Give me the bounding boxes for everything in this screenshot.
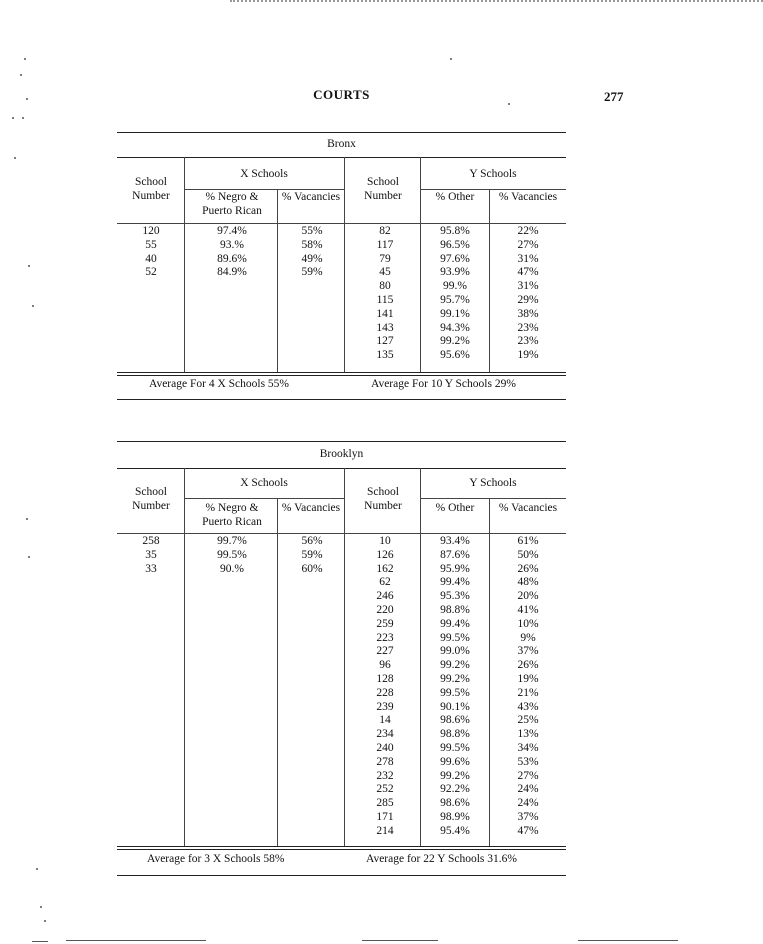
table-cell: 240 [376, 741, 394, 754]
header-rule [117, 533, 566, 534]
table-cell: 87.6% [440, 548, 470, 561]
table-cell: 135 [376, 349, 394, 362]
y-school-column [361, 225, 409, 363]
y-other-header: % Other [435, 191, 475, 203]
table-cell: 52 [145, 266, 157, 279]
table-cell: 258 [142, 535, 160, 547]
table-cell: 26% [517, 659, 539, 672]
bronx-table [117, 132, 566, 402]
table-cell: 220 [376, 603, 394, 616]
table-cell: 35 [145, 548, 157, 561]
table-cell: 33 [145, 562, 157, 575]
table-cell: 246 [376, 590, 394, 603]
y-vacancies-header: % Vacancies [498, 191, 558, 203]
x-school-column [121, 225, 181, 280]
column-divider [184, 468, 185, 846]
table-cell: 99.6% [440, 755, 470, 768]
table-cell: 58% [301, 238, 323, 251]
table-cell: 99.5% [217, 548, 247, 561]
column-divider [420, 468, 421, 846]
table-cell: 45 [379, 266, 391, 279]
table-cell: 23% [517, 321, 539, 334]
y-schools-header: Y Schools [469, 168, 517, 180]
table-cell: 99.2% [440, 659, 470, 672]
totals-rule [117, 372, 566, 376]
table-cell: 25% [517, 714, 539, 727]
table-cell: 99.1% [440, 307, 470, 320]
scan-speck [36, 868, 38, 870]
table-cell: 10 [379, 535, 391, 547]
table-cell: 10% [517, 617, 539, 630]
table-cell: 98.6% [440, 797, 470, 810]
table-cell: 96.5% [440, 238, 470, 251]
table-cell: 79 [379, 252, 391, 265]
table-cell: 99.5% [440, 686, 470, 699]
y-group-rule [420, 498, 566, 499]
scan-speck [44, 920, 46, 922]
y-vac-column [495, 535, 561, 839]
column-divider [277, 189, 278, 373]
scan-speck [26, 518, 28, 520]
table-cell: 214 [376, 824, 394, 837]
table-cell: 171 [376, 810, 394, 823]
table-cell: 24% [517, 797, 539, 810]
table-cell: 99.0% [440, 645, 470, 658]
x-group-rule [184, 498, 344, 499]
table-cell: 13% [517, 728, 539, 741]
table-cell: 115 [376, 293, 394, 306]
table-cell: 92.2% [440, 783, 470, 796]
table-cell: 43% [517, 700, 539, 713]
table-cell: 99.2% [440, 769, 470, 782]
table-cell: 234 [376, 728, 394, 741]
table-cell: 128 [376, 672, 394, 685]
scan-speck [24, 58, 26, 60]
table-cell: 126 [376, 548, 394, 561]
table-cell: 99.7% [217, 535, 247, 547]
table-cell: 239 [376, 700, 394, 713]
x-pct-column [197, 535, 267, 576]
scan-speck [32, 305, 34, 307]
table-cell: 259 [376, 617, 394, 630]
y-vac-column [495, 225, 561, 363]
y-pct-column [425, 535, 485, 839]
table-cell: 23% [517, 335, 539, 348]
table-cell: 37% [517, 810, 539, 823]
y-schools-header: Y Schools [469, 477, 517, 489]
table-top-rule [117, 441, 566, 442]
scan-speck [12, 117, 14, 119]
table-cell: 29% [517, 293, 539, 306]
x-schools-header: X Schools [240, 168, 288, 180]
x-pct-column [197, 225, 267, 280]
table-cell: 19% [517, 349, 539, 362]
table-cell: 84.9% [217, 266, 247, 279]
table-cell: 95.4% [440, 824, 470, 837]
table-cell: 99.5% [440, 631, 470, 644]
scan-speck [28, 556, 30, 558]
table-cell: 141 [376, 307, 394, 320]
table-cell: 27% [517, 238, 539, 251]
scan-edge-line [66, 940, 206, 941]
y-average: Average For 10 Y Schools 29% [371, 378, 516, 390]
table-cell: 50% [517, 548, 539, 561]
scan-speck [28, 265, 30, 267]
x-school-column [121, 535, 181, 576]
y-school-column [361, 535, 409, 839]
x-vac-column [285, 535, 339, 576]
table-cell: 99.5% [440, 741, 470, 754]
table-cell: 20% [517, 590, 539, 603]
table-cell: 80 [379, 280, 391, 293]
column-divider [344, 157, 345, 373]
page-number: 277 [604, 89, 624, 104]
table-cell: 227 [376, 645, 394, 658]
table-cell: 55% [301, 225, 323, 237]
scan-edge-line [578, 940, 678, 941]
table-cell: 278 [376, 755, 394, 768]
school-number-header: School Number [132, 176, 170, 202]
table-cell: 96 [379, 659, 391, 672]
table-cell: 98.9% [440, 810, 470, 823]
scan-speck [14, 157, 16, 159]
table-cell: 55 [145, 238, 157, 251]
brooklyn-table [117, 441, 566, 877]
table-cell: 99.2% [440, 335, 470, 348]
column-divider [277, 498, 278, 846]
column-divider [489, 189, 490, 373]
scan-speck [508, 103, 510, 105]
table-cell: 93.9% [440, 266, 470, 279]
running-head: COURTS [313, 87, 370, 102]
table-cell: 38% [517, 307, 539, 320]
table-cell: 62 [379, 576, 391, 589]
table-cell: 56% [301, 535, 323, 547]
y-pct-column [425, 225, 485, 363]
x-vacancies-header: % Vacancies [281, 502, 341, 514]
table-cell: 252 [376, 783, 394, 796]
table-cell: 34% [517, 741, 539, 754]
table-cell: 59% [301, 266, 323, 279]
table-cell: 53% [517, 755, 539, 768]
table-cell: 228 [376, 686, 394, 699]
table-caption: Bronx [327, 138, 356, 150]
table-caption: Brooklyn [319, 448, 364, 460]
table-cell: 95.8% [440, 225, 470, 237]
table-cell: 47% [517, 824, 539, 837]
table-bottom-rule [117, 875, 566, 876]
table-cell: 95.9% [440, 562, 470, 575]
header-rule [117, 223, 566, 224]
table-cell: 120 [142, 225, 160, 237]
table-cell: 37% [517, 645, 539, 658]
table-cell: 49% [301, 252, 323, 265]
table-cell: 93.4% [440, 535, 470, 547]
table-cell: 60% [301, 562, 323, 575]
column-divider [489, 498, 490, 846]
x-vac-column [285, 225, 339, 280]
table-cell: 22% [517, 225, 539, 237]
y-vacancies-header: % Vacancies [498, 502, 558, 514]
x-average: Average For 4 X Schools 55% [149, 378, 289, 390]
table-cell: 14 [379, 714, 391, 727]
table-cell: 27% [517, 769, 539, 782]
x-schools-header: X Schools [240, 477, 288, 489]
table-cell: 94.3% [440, 321, 470, 334]
table-cell: 95.3% [440, 590, 470, 603]
column-divider [344, 468, 345, 846]
table-bottom-rule [117, 399, 566, 400]
scan-speck [450, 58, 452, 60]
table-cell: 127 [376, 335, 394, 348]
table-cell: 99.4% [440, 576, 470, 589]
table-cell: 143 [376, 321, 394, 334]
table-cell: 90.1% [440, 700, 470, 713]
table-cell: 117 [376, 238, 394, 251]
table-cell: 31% [517, 280, 539, 293]
table-cell: 223 [376, 631, 394, 644]
table-cell: 285 [376, 797, 394, 810]
school-number-header: School Number [132, 486, 170, 512]
table-cell: 98.6% [440, 714, 470, 727]
y-school-number-header: School Number [364, 176, 402, 202]
table-cell: 47% [517, 266, 539, 279]
table-cell: 93.% [220, 238, 244, 251]
y-school-number-header: School Number [364, 486, 402, 512]
x-negro-pr-header: % Negro & Puerto Rican [202, 191, 262, 217]
table-cell: 98.8% [440, 603, 470, 616]
table-cell: 41% [517, 603, 539, 616]
table-cell: 99.% [443, 280, 467, 293]
scan-speck [22, 117, 24, 119]
table-cell: 90.% [220, 562, 244, 575]
table-cell: 19% [517, 672, 539, 685]
table-top-rule [117, 132, 566, 133]
scan-edge-line [362, 940, 438, 941]
table-cell: 95.6% [440, 349, 470, 362]
scan-speck [20, 74, 22, 76]
x-negro-pr-header: % Negro & Puerto Rican [202, 502, 262, 528]
table-cell: 48% [517, 576, 539, 589]
table-cell: 61% [517, 535, 539, 547]
table-cell: 97.6% [440, 252, 470, 265]
table-cell: 95.7% [440, 293, 470, 306]
table-cell: 99.2% [440, 672, 470, 685]
table-cell: 99.4% [440, 617, 470, 630]
table-cell: 82 [379, 225, 391, 237]
totals-rule [117, 846, 566, 850]
table-cell: 21% [517, 686, 539, 699]
table-cell: 59% [301, 548, 323, 561]
y-other-header: % Other [435, 502, 475, 514]
table-cell: 9% [520, 631, 536, 644]
table-cell: 162 [376, 562, 394, 575]
table-cell: 31% [517, 252, 539, 265]
x-average: Average for 3 X Schools 58% [147, 853, 285, 865]
table-cell: 26% [517, 562, 539, 575]
table-cell: 97.4% [217, 225, 247, 237]
table-cell: 40 [145, 252, 157, 265]
y-average: Average for 22 Y Schools 31.6% [366, 853, 517, 865]
table-cell: 24% [517, 783, 539, 796]
table-cell: 232 [376, 769, 394, 782]
scan-edge-dots [230, 0, 763, 2]
table-cell: 89.6% [217, 252, 247, 265]
scan-speck [40, 906, 42, 908]
scan-edge-line [32, 941, 48, 942]
x-vacancies-header: % Vacancies [281, 191, 341, 203]
table-cell: 98.8% [440, 728, 470, 741]
